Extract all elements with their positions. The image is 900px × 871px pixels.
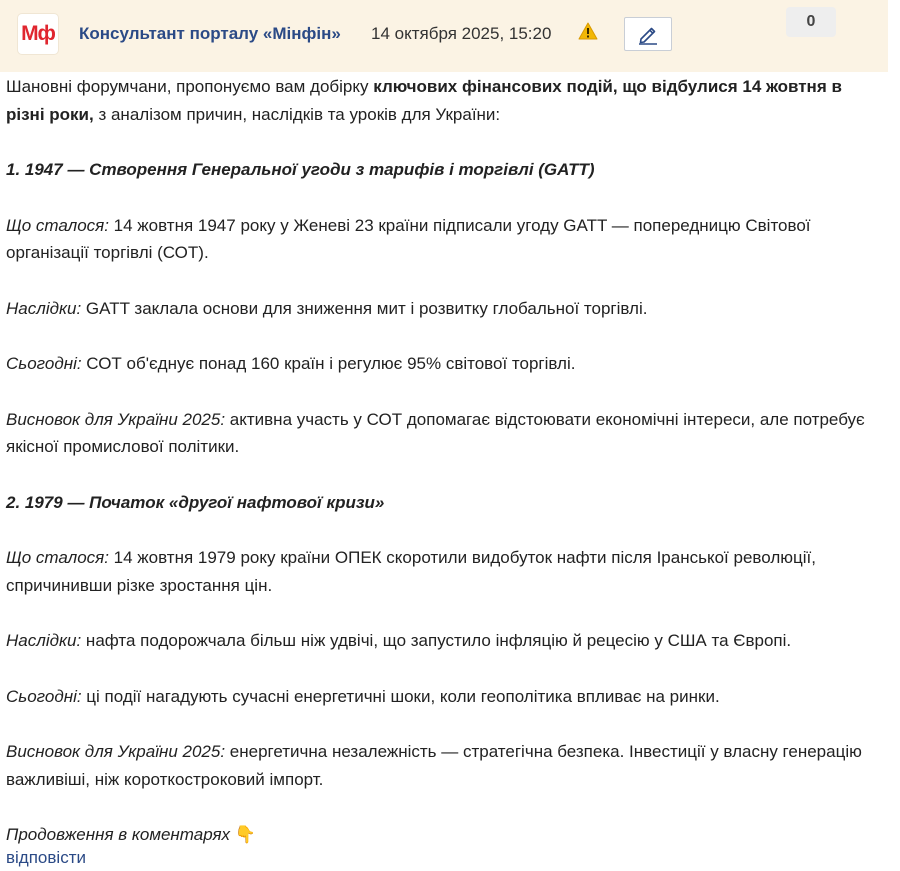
logo-text: Мф	[21, 22, 55, 45]
pointing-down-hand-icon: 👇	[234, 825, 256, 844]
section-heading: 1. 1947 — Створення Генеральної угоди з тарифів і торгівлі (GATT)	[6, 160, 595, 179]
author-avatar[interactable]	[18, 14, 58, 54]
post-header	[0, 0, 888, 72]
edit-button[interactable]	[624, 17, 672, 51]
author-name[interactable]: Консультант порталу «Мінфін»	[79, 24, 341, 43]
section-item: Висновок для України 2025: енергетична незалежність — стратегічна безпека. Інвестиції у власну генерацію важливіші, ніж короткостроковий імпорт.	[6, 742, 862, 789]
rating-counter[interactable]: 0	[786, 7, 836, 37]
post-date: 14 октября 2025, 15:20	[371, 24, 552, 43]
pencil-icon	[636, 23, 660, 45]
section-item: Наслідки: GATT заклала основи для зниження мит і розвитку глобальної торгівлі.	[6, 298, 648, 318]
continuation-note: Продовження в коментарях 👇	[6, 825, 256, 844]
warning-icon[interactable]	[578, 22, 598, 40]
intro-paragraph: Шановні форумчани, пропонуємо вам добірку ключових фінансових подій, що відбулися 14 жовтня в різні роки, з аналізом причин, наслідків та уроків для України:	[6, 77, 842, 124]
intro-bold: ключових фінансових подій, що відбулися 14 жовтня в різні роки,	[6, 77, 842, 124]
section-item: Наслідки: нафта подорожчала більш ніж удвічі, що запустило інфляцію й рецесію у США та Європі.	[6, 631, 792, 650]
section-item: Сьогодні: ці події нагадують сучасні енергетичні шоки, коли геополітика впливає на ринки.	[6, 686, 720, 706]
section-heading: 2. 1979 — Початок «другої нафтової кризи»	[6, 492, 385, 512]
post-body	[6, 73, 876, 849]
section-item: Що сталося: 14 жовтня 1979 року країни ОПЕК скоротили видобуток нафти після Іранської революції, спричинивши різке зростання цін.	[6, 548, 816, 595]
section-item: Що сталося: 14 жовтня 1947 року у Женеві 23 країни підписали угоду GATT — попередницю Світової організації торгівлі (СОТ).	[6, 215, 811, 262]
section-item: Сьогодні: СОТ об'єднує понад 160 країн і регулює 95% світової торгівлі.	[6, 354, 576, 373]
section-item: Висновок для України 2025: активна участь у СОТ допомагає відстоювати економічні інтереси, але потребує якісної промислової політики.	[6, 409, 865, 456]
reply-link[interactable]: відповісти	[6, 848, 86, 867]
